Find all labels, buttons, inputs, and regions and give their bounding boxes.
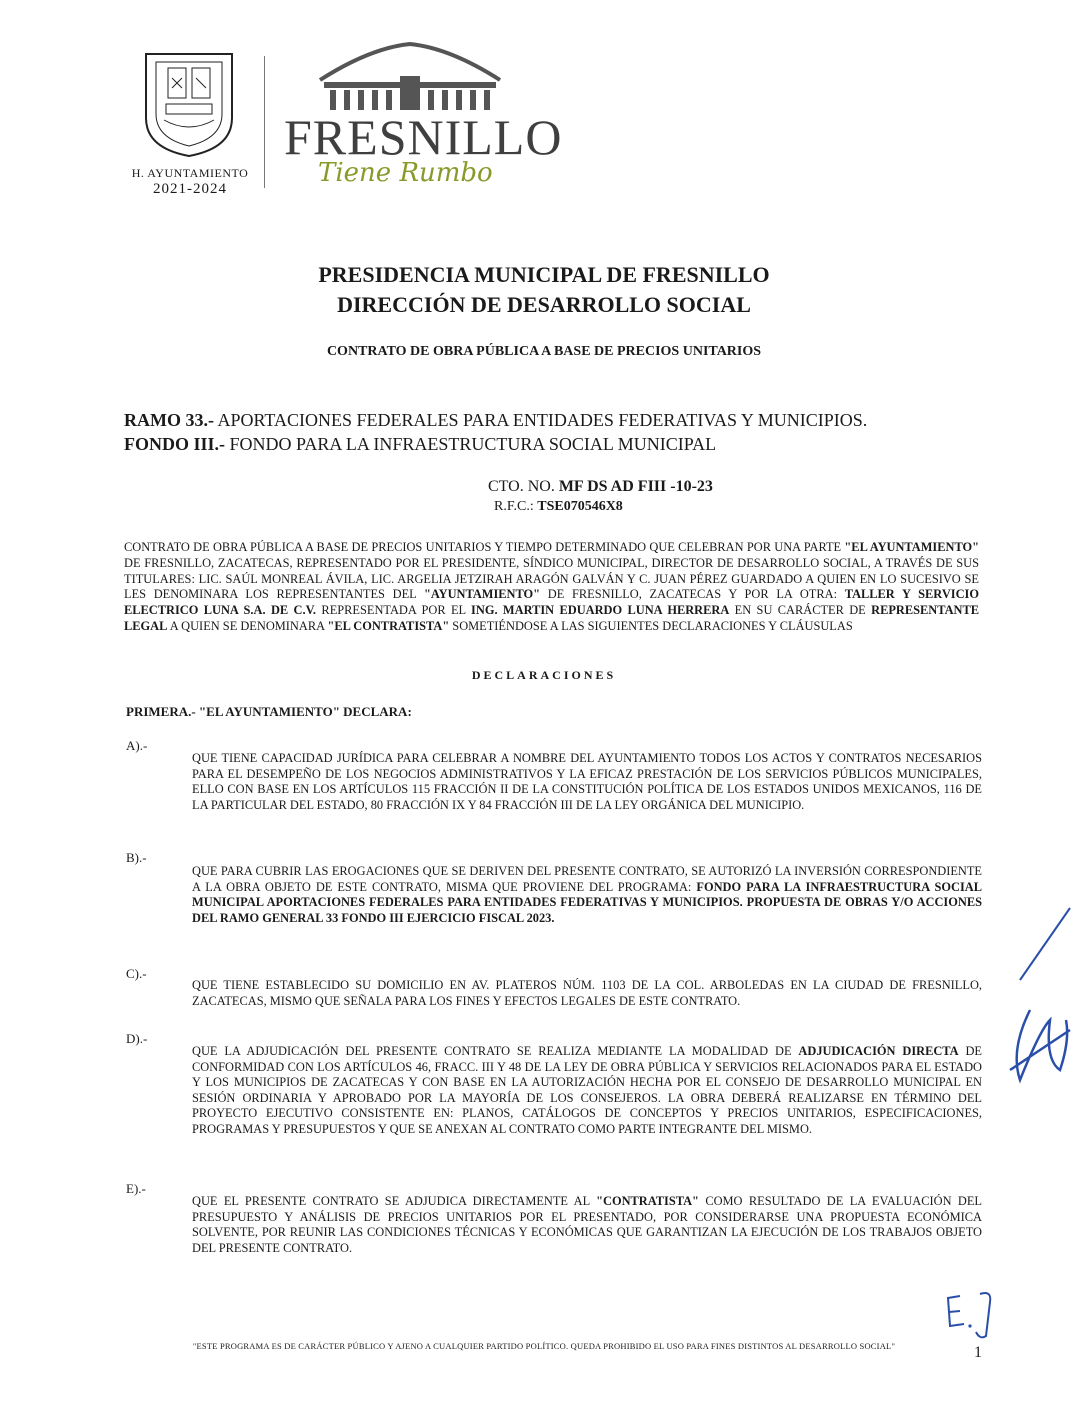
item-b-paragraph xyxy=(192,864,982,926)
footer-disclaimer: "ESTE PROGRAMA ES DE CARÁCTER PÚBLICO Y AJENO A CUALQUIER PARTIDO POLÍTICO. QUEDA PROHIBIDO EL USO PARA FINES DISTINTOS AL DESARROLLO SOCIAL" xyxy=(192,1341,896,1351)
cto-value: MF DS AD FIII -10-23 xyxy=(558,478,713,495)
signature-mark xyxy=(1000,900,1080,1140)
primera-heading: PRIMERA.- "EL AYUNTAMIENTO" DECLARA: xyxy=(126,704,412,719)
council-label xyxy=(120,166,260,198)
item-a-text: QUE TIENE CAPACIDAD JURÍDICA PARA CELEBRAR A NOMBRE DEL AYUNTAMIENTO TODOS LOS ACTOS Y CONTRATOS NECESARIOS PARA EL DESEMPEÑO DE LOS NEGOCIOS ADMINISTRATIVOS Y LA EFICAZ PRESTACIÓN DE LOS SERVICIOS PÚBLICOS MUNICIPALES, ELLO CON BASE EN LOS ARTÍCULOS 115 FRACCIÓN II DE LA CONSTITUCIÓN POLÍTICA DE LOS ESTADOS UNIDOS MEXICANOS, 116 DE LA PARTICULAR DEL ESTADO, 80 FRACCIÓN IX Y 84 FRACCIÓN III DE LA LEY ORGÁNICA DEL MUNICIPIO. xyxy=(192,751,982,812)
fondo-text: FONDO PARA LA INFRAESTRUCTURA SOCIAL MUNICIPAL xyxy=(225,434,717,454)
contract-number xyxy=(488,478,713,496)
title-direccion: DIRECCIÓN DE DESARROLLO SOCIAL xyxy=(337,292,751,317)
intro-text: DE FRESNILLO, ZACATECAS, REPRESENTADO POR EL PRESIDENTE, SÍNDICO MUNICIPAL, DIRECTOR DE DESARROLLO SOCIAL, A TRAVÉS DE SUS TITULARES: LIC. SAÚL MONREAL ÁVILA, LIC. ARGELIA JETZIRAH ARAGÓN GALVÁN Y C. JUAN PÉREZ GUARDADO A QUIEN EN LO SUCESIVO SE LES DENOMINARA LOS REPRESENTANTES DEL xyxy=(124,555,979,602)
intro-bold: "EL AYUNTAMIENTO" xyxy=(844,540,980,554)
item-e-text: QUE EL PRESENTE CONTRATO SE ADJUDICA DIRECTAMENTE AL xyxy=(192,1194,597,1208)
intro-bold: "EL CONTRATISTA" xyxy=(327,618,450,633)
item-b-label: B).- xyxy=(126,850,147,865)
cto-label: CTO. NO. xyxy=(488,478,559,495)
council-line1: H. AYUNTAMIENTO xyxy=(131,166,249,180)
header-divider xyxy=(264,56,265,188)
intro-bold: ING. MARTIN EDUARDO LUNA HERRERA xyxy=(471,603,730,618)
declarations-heading: DECLARACIONES xyxy=(471,668,617,682)
intro-text: DE FRESNILLO, ZACATECAS Y POR LA OTRA: xyxy=(540,587,845,602)
page-number: 1 xyxy=(974,1344,982,1361)
intro-text: CONTRATO DE OBRA PÚBLICA A BASE DE PRECIOS UNITARIOS Y TIEMPO DETERMINADO QUE CELEBRAN POR UNA PARTE xyxy=(124,540,845,554)
item-e-paragraph xyxy=(192,1194,982,1256)
intro-text: A QUIEN SE DENOMINARA xyxy=(167,618,328,633)
contract-rfc xyxy=(494,499,623,515)
item-d-modality: ADJUDICACIÓN DIRECTA xyxy=(798,1044,959,1058)
item-b-program: FONDO PARA LA INFRAESTRUCTURA SOCIAL MUNICIPAL APORTACIONES FEDERALES PARA ENTIDADES FEDERATIVAS Y MUNICIPIOS. PROPUESTA DE OBRAS Y/O ACCIONES DEL RAMO GENERAL 33 FONDO III EJERCICIO FISCAL 2023. xyxy=(192,879,983,925)
municipal-seal xyxy=(138,48,240,158)
brand-name: FRESNILLO xyxy=(284,109,563,165)
intro-text: EN SU CARÁCTER DE xyxy=(729,603,872,618)
program-ramo xyxy=(124,410,867,431)
intro-bold: REPRESENTANTE LEGAL xyxy=(124,603,980,633)
item-c-label: C).- xyxy=(126,966,147,981)
item-c-text: QUE TIENE ESTABLECIDO SU DOMICILIO EN AV. PLATEROS NÚM. 1103 DE LA COL. ARBOLEDAS EN LA CIUDAD DE FRESNILLO, ZACATECAS, MISMO QUE SEÑALA PARA LOS FINES Y EFECTOS LEGALES DE ESTE CONTRATO. xyxy=(192,978,982,1008)
item-e-text: COMO RESULTADO DE LA EVALUACIÓN DEL PRESUPUESTO Y ANÁLISIS DE PRECIOS UNITARIOS POR EL PRESENTADO, POR CONSIDERARSE UNA PROPUESTA ECONÓMICA SOLVENTE, POR REUNIR LAS CONDICIONES TÉCNICAS Y ECONÓMICAS QUE GARANTIZAN LA EJECUCIÓN DE LOS TRABAJOS OBJETO DEL PRESENTE CONTRATO. xyxy=(192,1194,982,1255)
ramo-text: APORTACIONES FEDERALES PARA ENTIDADES FEDERATIVAS Y MUNICIPIOS. xyxy=(213,410,868,430)
intro-text: SOMETIÉNDOSE A LAS SIGUIENTES DECLARACIONES Y CLÁUSULAS xyxy=(449,618,853,633)
item-e-label: E).- xyxy=(126,1181,146,1196)
brand-tagline: Tiene Rumbo xyxy=(318,158,493,188)
title-contrato: CONTRATO DE OBRA PÚBLICA A BASE DE PRECIOS UNITARIOS xyxy=(326,344,762,359)
intro-bold: TALLER Y SERVICIO ELECTRICO LUNA S.A. DE C.V. xyxy=(124,587,980,618)
item-b-text: QUE PARA CUBRIR LAS EROGACIONES QUE SE DERIVEN DEL PRESENTE CONTRATO, SE AUTORIZÓ LA INVERSIÓN CORRESPONDIENTE A LA OBRA OBJETO DE ESTE CONTRATO, MISMA QUE PROVIENE DEL PROGRAMA: xyxy=(192,864,982,894)
council-period: 2021-2024 xyxy=(153,181,227,197)
intro-paragraph xyxy=(124,540,979,635)
item-d-text: QUE LA ADJUDICACIÓN DEL PRESENTE CONTRATO SE REALIZA MEDIANTE LA MODALIDAD DE xyxy=(192,1044,799,1058)
initials-mark xyxy=(940,1286,1010,1342)
item-d-paragraph xyxy=(192,1044,982,1138)
ramo-label: RAMO 33.- xyxy=(124,410,214,430)
item-d-label: D).- xyxy=(126,1031,148,1046)
item-d-text: DE CONFORMIDAD CON LOS ARTÍCULOS 46, FRACC. III Y 48 DE LA LEY DE OBRA PÚBLICA Y SERVICIOS RELACIONADOS PARA EL ESTADO Y LOS MUNICIPIOS DE ZACATECAS Y CON BASE EN LA AUTORIZACIÓN HECHA POR EL CONSEJO DE DESARROLLO MUNICIPAL EN SESIÓN ORDINARIA Y APROBADO POR LA MAYORÍA DE LOS CONSEJEROS. LA OBRA DEBERÁ REALIZARSE EN TÉRMINO DEL PROYECTO EJECUTIVO CONSISTENTE EN: PLANOS, CATÁLOGOS DE CONCEPTOS Y PRECIOS UNITARIOS, ESPECIFICACIONES, PROGRAMAS Y PRESUPUESTOS Y QUE SE ANEXAN AL CONTRATO COMO PARTE INTEGRANTE DEL MISMO. xyxy=(192,1044,982,1136)
intro-text: REPRESENTADA POR EL xyxy=(316,603,472,618)
title-presidencia: PRESIDENCIA MUNICIPAL DE FRESNILLO xyxy=(318,262,770,287)
item-a-label: A).- xyxy=(126,738,148,753)
item-e-contratista: "CONTRATISTA" xyxy=(596,1194,699,1208)
brand-monument-icon xyxy=(310,40,510,112)
program-fondo xyxy=(124,434,716,455)
fondo-label: FONDO III.- xyxy=(124,434,226,454)
rfc-value: TSE070546X8 xyxy=(537,499,623,514)
rfc-label: R.F.C.: xyxy=(494,499,538,514)
intro-bold: "AYUNTAMIENTO" xyxy=(423,587,541,602)
